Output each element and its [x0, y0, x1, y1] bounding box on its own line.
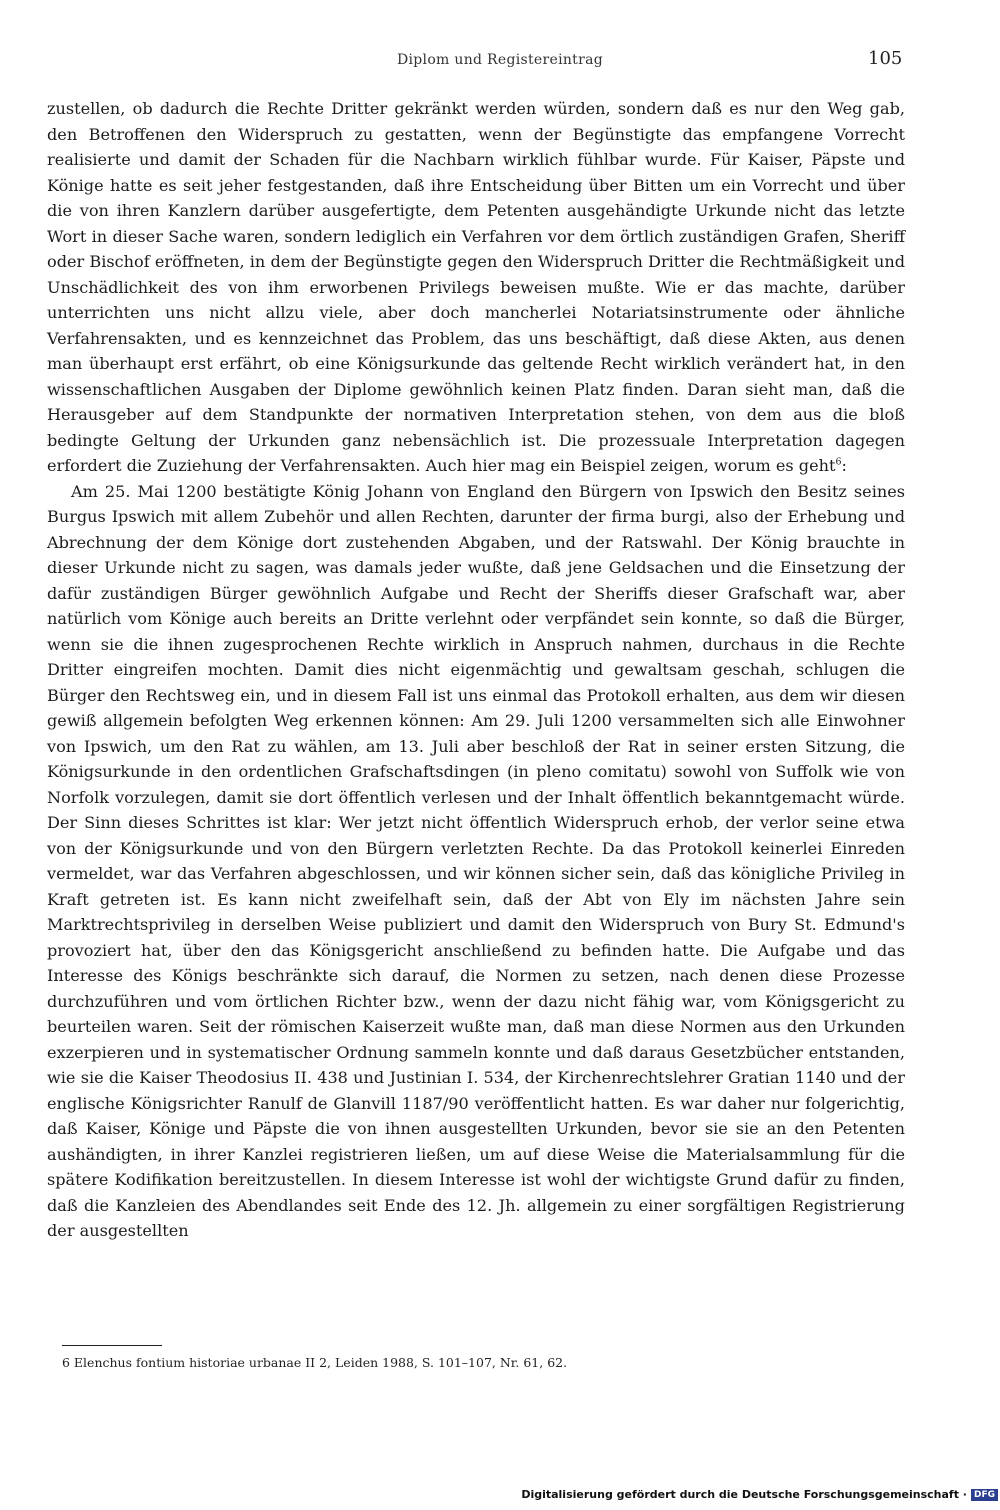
- paragraph-1-end: :: [841, 456, 847, 475]
- page-number: 105: [868, 48, 903, 69]
- running-title: Diplom und Registereintrag: [396, 52, 603, 68]
- paragraph-1: [47, 96, 905, 479]
- footnote-ref-6: 6: [835, 456, 842, 468]
- digitization-credit: [521, 1488, 998, 1501]
- footnote-6: 6 Elenchus fontium historiae urbanae II 2, Leiden 1988, S. 101–107, Nr. 61, 62.: [62, 1355, 568, 1370]
- paragraph-1-text: zustellen, ob dadurch die Rechte Dritter gekränkt werden würden, sondern daß es nur den Weg gab, den Betroffenen den Widerspruch zu gestatten, wenn der Begünstigte das empfangene Vorrecht realisierte und damit der Schaden für die Nachbarn wirklich fühlbar wurde. Für Kaiser, Päpste und Könige hatte es seit jeher festgestanden, daß ihre Entscheidung über Bitten um ein Vorrecht und über die von ihren Kanzlern darüber ausgefertigte, dem Petenten ausgehändigte Urkunde nicht das letzte Wort in dieser Sache waren, sondern lediglich ein Verfahren vor dem örtlich zuständigen Grafen, Sheriff oder Bischof eröffneten, in dem der Begünstigte gegen den Widerspruch Dritter die Rechtmäßigkeit und Unschädlichkeit des von ihm erworbenen Privilegs beweisen mußte. Wie er das machte, darüber unterrichten uns nicht allzu viele, aber doch mancherlei Notariatsinstrumente oder ähnliche Verfahrensakten, und es kennzeichnet das Problem, das uns beschäftigt, daß diese Akten, aus denen man überhaupt erst erfährt, ob eine Königsurkunde das geltende Recht wirklich verändert hat, in den wissenschaftlichen Ausgaben der Diplome gewöhnlich keinen Platz finden. Daran sieht man, daß die Herausgeber auf dem Standpunkte der normativen Interpretation stehen, von dem aus die bloß bedingte Geltung der Urkunden ganz nebensächlich ist. Die prozessuale Interpretation dagegen erfordert die Zuziehung der Verfahrensakten. Auch hier mag ein Beispiel zeigen, worum es geht: [47, 99, 905, 475]
- body-text: [47, 96, 905, 1244]
- dfg-logo: DFG: [971, 1489, 998, 1501]
- footnote-divider: [62, 1345, 162, 1346]
- credit-text: Digitalisierung gefördert durch die Deutsche Forschungsgemeinschaft ·: [521, 1488, 967, 1501]
- paragraph-2: Am 25. Mai 1200 bestätigte König Johann von England den Bürgern von Ipswich den Besitz seines Burgus Ipswich mit allem Zubehör und allen Rechten, darunter der firma burgi, also der Erhebung und Abrechnung der dem Könige dort zustehenden Abgaben, und der Ratswahl. Der König brauchte in dieser Urkunde nicht zu sagen, was damals jeder wußte, daß jene Geldsachen und die Einsetzung der dafür zuständigen Bürger gewöhnlich Aufgabe und Recht der Sheriffs dieser Grafschaft war, aber natürlich vom Könige auch bereits an Dritte verlehnt oder verpfändet sein konnte, so daß die Bürger, wenn sie die ihnen zugesprochenen Rechte wirklich in Anspruch nahmen, durchaus in die Rechte Dritter eingreifen mochten. Damit dies nicht eigenmächtig und gewaltsam geschah, schlugen die Bürger den Rechtsweg ein, und in diesem Fall ist uns einmal das Protokoll erhalten, aus dem wir diesen gewiß allgemein befolgten Weg erkennen können: Am 29. Juli 1200 versammelten sich alle Einwohner von Ipswich, um den Rat zu wählen, am 13. Juli aber beschloß der Rat in seiner ersten Sitzung, die Königsurkunde in den ordentlichen Grafschaftsdingen (in pleno comitatu) sowohl von Suffolk wie von Norfolk vorzulegen, damit sie dort öffentlich verlesen und der Inhalt öffentlich bekanntgemacht würde. Der Sinn dieses Schrittes ist klar: Wer jetzt nicht öffentlich Widerspruch erhob, der verlor seine etwa von der Königsurkunde und von den Bürgern verletzten Rechte. Da das Protokoll keinerlei Einreden vermeldet, war das Verfahren abgeschlossen, und wir können sicher sein, daß das königliche Privileg in Kraft getreten ist. Es kann nicht zweifelhaft sein, daß der Abt von Ely im nächsten Jahre sein Marktrechtsprivileg in derselben Weise publiziert und damit den Widerspruch von Bury St. Edmund's provoziert hat, über den das Königsgericht anschließend zu befinden hatte. Die Aufgabe und das Interesse des Königs beschränkte sich darauf, die Normen zu setzen, nach denen diese Prozesse durchzuführen und vom örtlichen Richter bzw., wenn der dazu nicht fähig war, vom Königsgericht zu beurteilen waren. Seit der römischen Kaiserzeit wußte man, daß man diese Normen aus den Urkunden exzerpieren und in systematischer Ordnung sammeln konnte und daß daraus Gesetzbücher entstanden, wie sie die Kaiser Theodosius II. 438 und Justinian I. 534, der Kirchenrechtslehrer Gratian 1140 und der englische Königsrichter Ranulf de Glanvill 1187/90 veröffentlicht hatten. Es war daher nur folgerichtig, daß Kaiser, Könige und Päpste die von ihnen ausgestellten Urkunden, bevor sie sie an den Petenten aushändigten, in ihrer Kanzlei registrieren ließen, um auf diese Weise die Materialsammlung für die spätere Kodifikation bereitzustellen. In diesem Interesse ist wohl der wichtigste Grund dafür zu finden, daß die Kanzleien des Abendlandes seit Ende des 12. Jh. allgemein zu einer sorgfältigen Registrierung der ausgestellten: [47, 481, 905, 1240]
